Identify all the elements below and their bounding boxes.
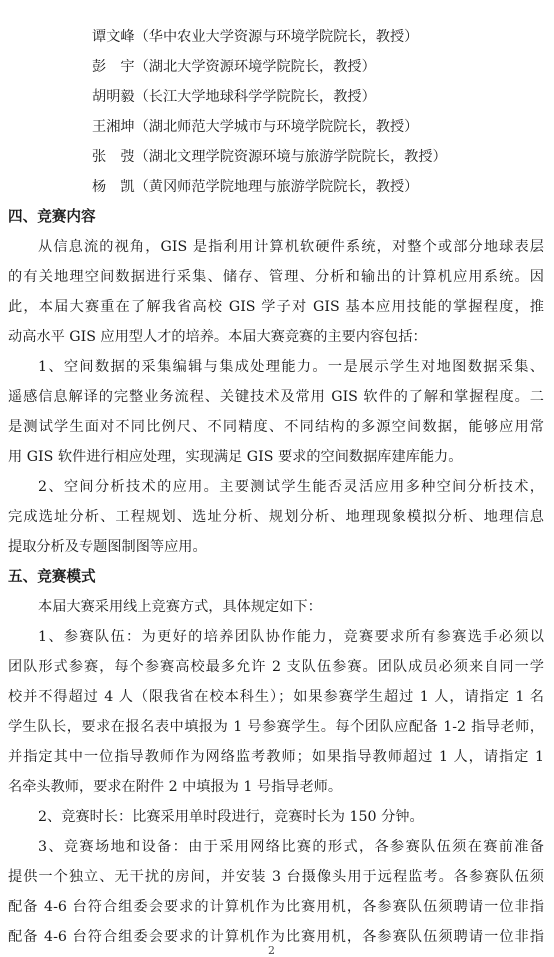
committee-member bbox=[0, 142, 554, 172]
paragraph-line: 配备 4-6 台符合组委会要求的计算机作为比赛用机，各参赛队伍须聘请一位非指 bbox=[8, 899, 544, 915]
paragraph-line: 1、参赛队伍：为更好的培养团队协作能力，竞赛要求所有参赛选手必须以 bbox=[38, 629, 544, 645]
member-name: 谭文峰 bbox=[92, 29, 135, 45]
paragraph-line: 并指定其中一位指导教师作为网络监考教师；如果指导教师超过 1 人，请指定 1 bbox=[8, 749, 544, 765]
page-number: 2 bbox=[268, 944, 275, 957]
committee-member bbox=[0, 82, 554, 112]
document-body bbox=[0, 202, 554, 952]
member-description: （黄冈师范学院地理与旅游学院院长，教授） bbox=[134, 179, 419, 195]
paragraph-line: 的有关地理空间数据进行采集、储存、管理、分析和输出的计算机应用系统。因 bbox=[8, 269, 544, 285]
member-description: （湖北大学资源环境学院院长，教授） bbox=[134, 59, 376, 75]
paragraph-line: 配备 4-6 台符合组委会要求的计算机作为比赛用机，各参赛队伍须聘请一位非指 bbox=[8, 929, 544, 945]
paragraph-line: 动高水平 GIS 应用型人才的培养。本届大赛竞赛的主要内容包括： bbox=[8, 329, 427, 345]
paragraph-line: 3、竞赛场地和设备：由于采用网络比赛的形式，各参赛队伍须在赛前准备 bbox=[38, 839, 544, 855]
paragraph-line: 2、竞赛时长：比赛采用单时段进行，竞赛时长为 150 分钟。 bbox=[38, 809, 424, 825]
paragraph-line: 此，本届大赛重在了解我省高校 GIS 学子对 GIS 基本应用技能的掌握程度，推 bbox=[8, 299, 544, 315]
committee-member bbox=[0, 112, 554, 142]
paragraph-line: 名牵头教师，要求在附件 2 中填报为 1 号指导老师。 bbox=[8, 779, 343, 795]
member-name: 张 弢 bbox=[92, 149, 135, 165]
paragraph-line: 用 GIS 软件进行相应处理，实现满足 GIS 要求的空间数据库建库能力。 bbox=[8, 449, 463, 465]
committee-member bbox=[0, 22, 554, 52]
member-description: （华中农业大学资源与环境学院院长，教授） bbox=[134, 29, 419, 45]
member-name: 胡明毅 bbox=[92, 89, 135, 105]
member-description: （湖北师范大学城市与环境学院院长，教授） bbox=[134, 119, 419, 135]
paragraph-line: 校并不得超过 4 人（限我省在校本科生）；如果参赛学生超过 1 人，请指定 1 名 bbox=[8, 689, 544, 705]
paragraph-line: 2、空间分析技术的应用。主要测试学生能否灵活应用多种空间分析技术， bbox=[38, 479, 544, 495]
committee-member-list bbox=[0, 22, 554, 202]
committee-member bbox=[0, 172, 554, 202]
section-heading-competition-content: 四、竞赛内容 bbox=[8, 208, 96, 225]
paragraph-line: 从信息流的视角，GIS 是指利用计算机软硬件系统，对整个或部分地球表层 bbox=[38, 239, 544, 255]
paragraph-line: 学生队长，要求在报名表中填报为 1 号参赛学生。每个团队应配备 1-2 指导老师， bbox=[8, 719, 544, 735]
paragraph-line: 提供一个独立、无干扰的房间，并安装 3 台摄像头用于远程监考。各参赛队伍须 bbox=[8, 869, 544, 885]
member-name: 杨 凯 bbox=[92, 179, 135, 195]
paragraph-line: 本届大赛采用线上竞赛方式，具体规定如下： bbox=[38, 599, 322, 615]
member-name: 彭 宇 bbox=[92, 59, 135, 75]
paragraph-line: 提取分析及专题图制图等应用。 bbox=[8, 539, 207, 555]
paragraph-line: 遥感信息解译的完整业务流程、关键技术及常用 GIS 软件的了解和掌握程度。二 bbox=[8, 389, 544, 405]
paragraph-line: 1、空间数据的采集编辑与集成处理能力。一是展示学生对地图数据采集、 bbox=[38, 359, 544, 375]
paragraph-line: 完成选址分析、工程规划、选址分析、规划分析、地理现象模拟分析、地理信息 bbox=[8, 509, 544, 525]
member-description: （湖北文理学院资源环境与旅游学院院长，教授） bbox=[134, 149, 447, 165]
paragraph-line: 团队形式参赛，每个参赛高校最多允许 2 支队伍参赛。团队成员必须来自同一学 bbox=[8, 659, 544, 675]
member-description: （长江大学地球科学学院院长，教授） bbox=[134, 89, 376, 105]
committee-member bbox=[0, 52, 554, 82]
section-heading-competition-mode: 五、竞赛模式 bbox=[8, 568, 96, 585]
paragraph-line: 是测试学生面对不同比例尺、不同精度、不同结构的多源空间数据，能够应用常 bbox=[8, 419, 544, 435]
member-name: 王湘坤 bbox=[92, 119, 135, 135]
